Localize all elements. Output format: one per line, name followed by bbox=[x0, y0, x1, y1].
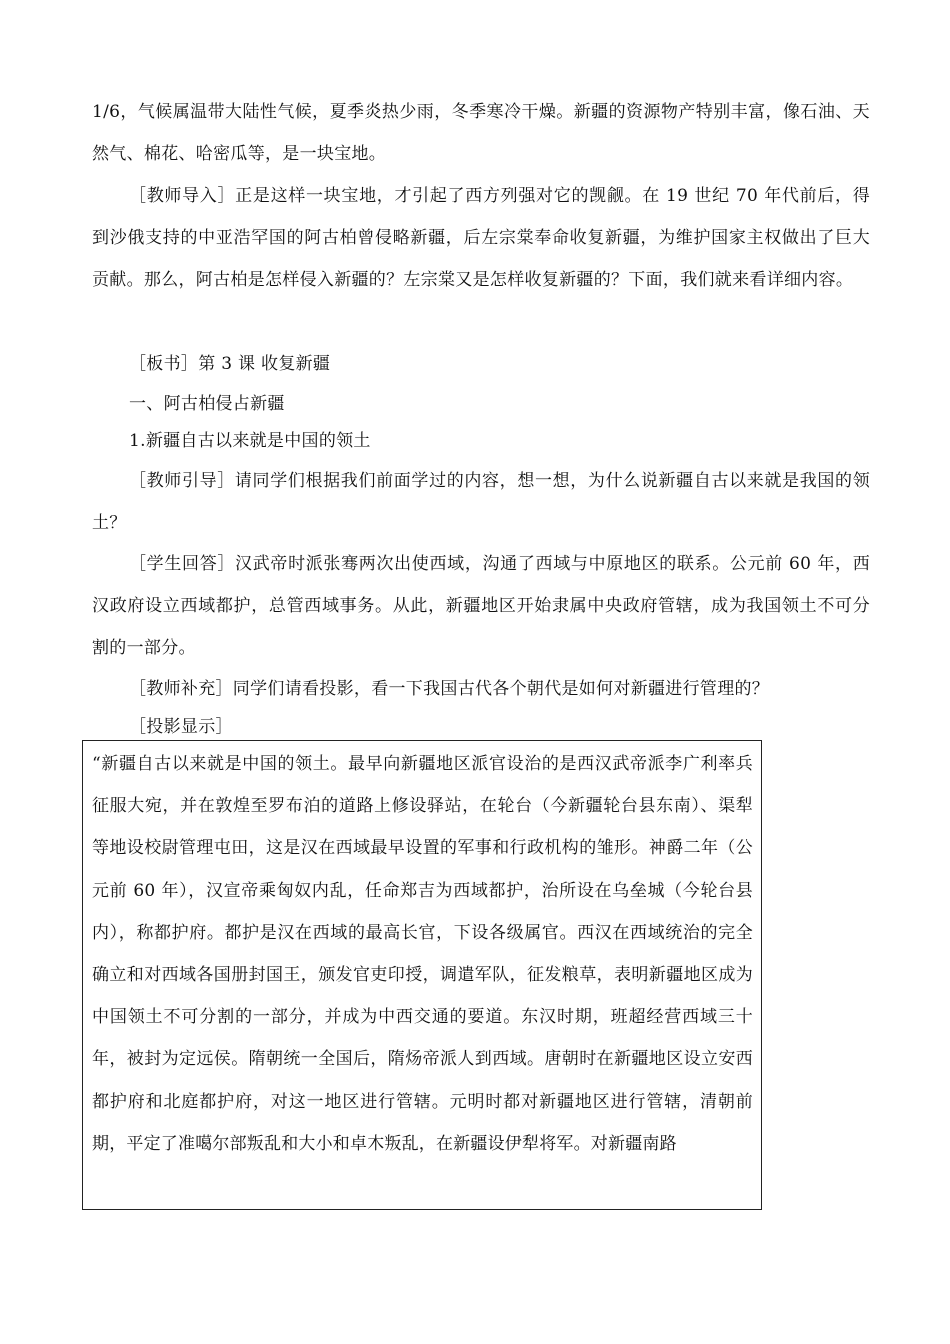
subheading-xinjiang-territory: 1.新疆自古以来就是中国的领土 bbox=[129, 431, 371, 451]
paragraph-teacher-guidance: ［教师引导］请同学们根据我们前面学过的内容，想一想，为什么说新疆自古以来就是我国的领土？ bbox=[92, 471, 870, 533]
section-heading-agubo-invasion: 一、阿古柏侵占新疆 bbox=[129, 394, 285, 414]
paragraph-climate-resources: 1/6，气候属温带大陆性气候，夏季炎热少雨，冬季寒冷干燥。新疆的资源物产特别丰富，像石油、天然气、棉花、哈密瓜等，是一块宝地。 bbox=[92, 102, 870, 164]
projection-text: “新疆自古以来就是中国的领土。最早向新疆地区派官设治的是西汉武帝派李广利率兵征服大宛，并在敦煌至罗布泊的道路上修设驿站，在轮台（今新疆轮台县东南）、渠犁等地设校尉管理屯田，这是汉在西域最早设置的军事和行政机构的雏形。神爵二年（公元前 60 年），汉宣帝乘匈奴内乱，任命郑吉为西域都护，治所设在乌垒城（今轮台县内），称都护府。都护是汉在西域的最高长官，下设各级属官。西汉在西域统治的完全确立和对西域各国册封国王，颁发官吏印授，调遣军队，征发粮草，表明新疆地区成为中国领土不可分割的一部分，并成为中西交通的要道。东汉时期，班超经营西域三十年，被封为定远侯。隋朝统一全国后，隋炀帝派人到西域。唐朝时在新疆地区设立安西都护府和北庭都护府，对这一地区进行管辖。元明时都对新疆地区进行管辖，清朝前期，平定了准噶尔部叛乱和大小和卓木叛乱，在新疆设伊犁将军。对新疆南路 bbox=[92, 754, 753, 1154]
paragraph-projection-label: ［投影显示］ bbox=[129, 717, 233, 737]
projection-text-box bbox=[82, 740, 762, 1210]
paragraph-teacher-supplement: ［教师补充］同学们请看投影，看一下我国古代各个朝代是如何对新疆进行管理的？ bbox=[129, 679, 770, 699]
paragraph-student-answer: ［学生回答］汉武帝时派张骞两次出使西域，沟通了西域与中原地区的联系。公元前 60 年，西汉政府设立西域都护，总管西域事务。从此，新疆地区开始隶属中央政府管辖，成为我国领土不可分割的一部分。 bbox=[92, 554, 870, 658]
paragraph-teacher-introduction: ［教师导入］正是这样一块宝地，才引起了西方列强对它的觊觎。在 19 世纪 70 年代前后，得到沙俄支持的中亚浩罕国的阿古柏曾侵略新疆，后左宗棠奉命收复新疆，为维护国家主权做出了巨大贡献。那么，阿古柏是怎样侵入新疆的？左宗棠又是怎样收复新疆的？下面，我们就来看详细内容。 bbox=[92, 186, 870, 290]
paragraph-blackboard-lesson-title: ［板书］第 3 课 收复新疆 bbox=[129, 354, 331, 374]
